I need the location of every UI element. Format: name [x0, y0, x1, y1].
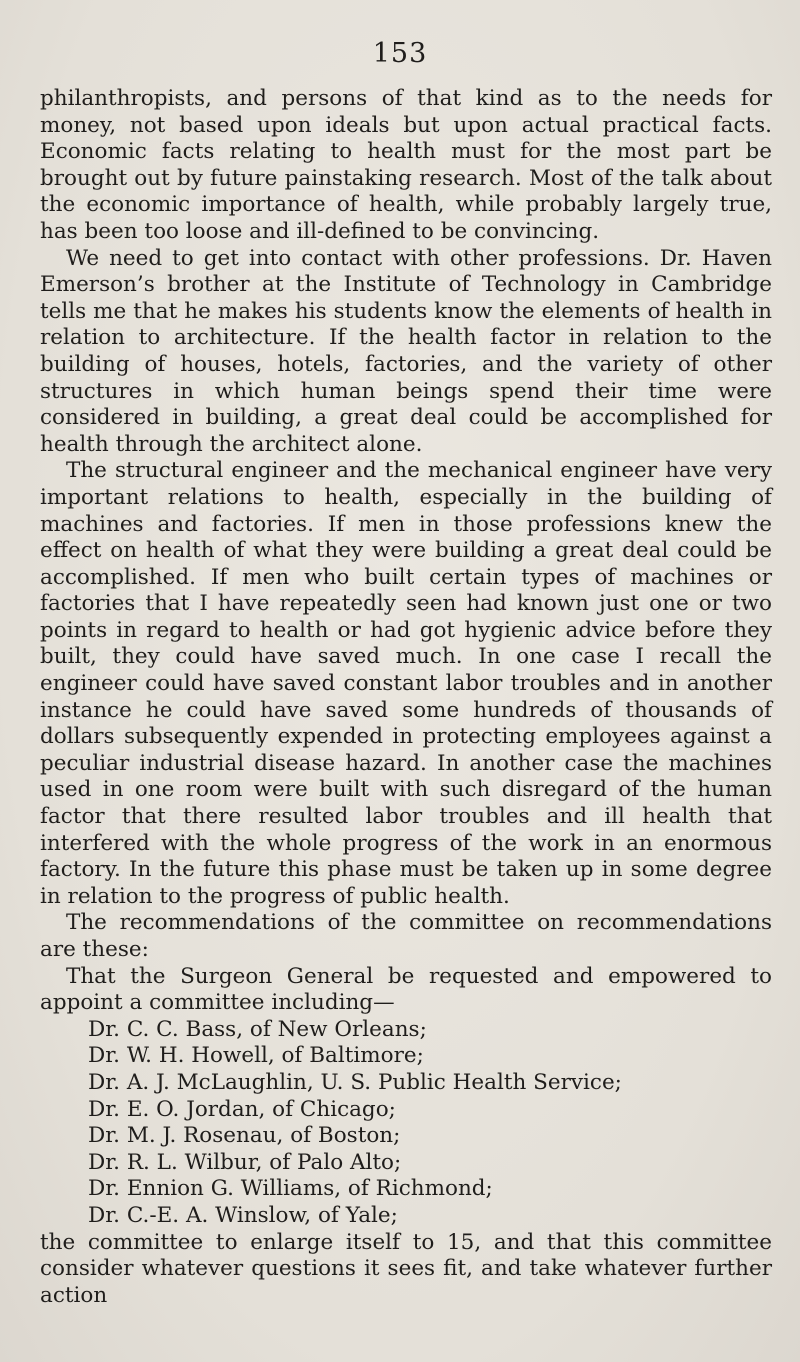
- committee-member: Dr. M. J. Rosenau, of Boston;: [88, 1123, 401, 1149]
- committee-member-list: [40, 1017, 772, 1230]
- committee-member: Dr. C. C. Bass, of New Orleans;: [88, 1016, 427, 1042]
- committee-member: Dr. A. J. McLaughlin, U. S. Public Health Service;: [88, 1069, 622, 1095]
- paragraph-professions: We need to get into contact with other professions. Dr. Haven Emerson’s brother at the Institute of Technology in Cambridge tells me that he makes his students know the elements of health in relation to architecture. If the health factor in relation to the building of houses, hotels, factories, and the variety of other structures in which human beings spend their time were considered in building, a great deal could be accomplished for health through the architect alone.: [40, 245, 772, 457]
- paragraph-surgeon-general: That the Surgeon General be requested and empowered to appoint a committee including—: [40, 963, 772, 1016]
- committee-member: Dr. E. O. Jordan, of Chicago;: [88, 1096, 396, 1122]
- committee-member: Dr. C.-E. A. Winslow, of Yale;: [88, 1202, 398, 1228]
- body-text: [40, 86, 772, 1309]
- page-number: 153: [372, 38, 428, 69]
- paragraph-continuation: philanthropists, and persons of that kind as to the needs for money, not based upon ideals but upon actual practical facts. Economic facts relating to health must for the most part be brought out by future painstaking research. Most of the talk about the economic importance of health, while probably largely true, has been too loose and ill-defined to be convincing.: [40, 86, 772, 244]
- committee-member: Dr. R. L. Wilbur, of Palo Alto;: [88, 1149, 402, 1175]
- committee-member: Dr. Ennion G. Williams, of Richmond;: [88, 1176, 493, 1202]
- paragraph-closing: the committee to enlarge itself to 15, and that this committee consider whatever questions it sees fit, and take whatever further action: [40, 1229, 772, 1308]
- paragraph-engineers: The structural engineer and the mechanical engineer have very important relations to health, especially in the building of machines and factories. If men in those professions knew the effect on health of what they were building a great deal could be accomplished. If men who built certain types of machines or factories that I have repeatedly seen had known just one or two points in regard to health or had got hygienic advice before they built, they could have saved much. In one case I recall the engineer could have saved constant labor troubles and in another instance he could have saved some hundreds of thousands of dollars subsequently expended in protecting employees against a peculiar industrial disease hazard. In another case the machines used in one room were built with such disregard of the human factor that there resulted labor troubles and ill health that interfered with the whole progress of the work in an enormous factory. In the future this phase must be taken up in some degree in relation to the progress of public health.: [40, 458, 772, 909]
- committee-member: Dr. W. H. Howell, of Baltimore;: [88, 1043, 424, 1069]
- paragraph-recommendations-intro: The recommendations of the committee on recommendations are these:: [40, 910, 772, 962]
